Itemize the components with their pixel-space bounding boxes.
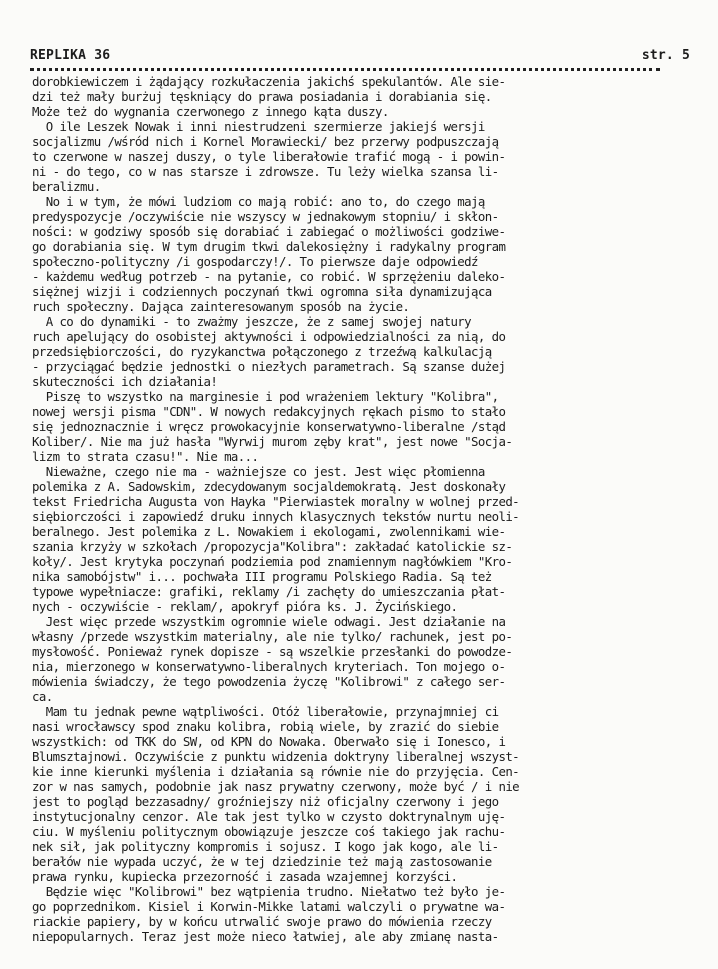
text-line: jest to pogląd bezzasadny/ groźniejszy niż oficjalny czerwony i jego [32, 794, 499, 809]
text-line: Piszę to wszystko na marginesie i pod wrażeniem lektury "Kolibra", [32, 389, 499, 404]
text-line: beralnego. Jest polemika z L. Nowakiem i ekologami, zwolennikami wie- [32, 524, 506, 539]
text-line: socjalizmu /wśród nich i Kornel Morawiecki/ bez przerwy podpuszczają [32, 134, 499, 149]
text-line: Będzie więc "Kolibrowi" bez wątpienia trudno. Niełatwo też było je- [32, 884, 506, 899]
text-line: przedsiębiorczości, do ryzykanctwa połączonego z trzeźwą kalkulacją [32, 344, 492, 359]
text-line: Nieważne, czego nie ma - ważniejsze co jest. Jest więc płomienna [32, 464, 485, 479]
page-header [30, 44, 690, 66]
text-line: koły/. Jest krytyka poczynań podziemia pod znamiennym nagłówkiem "Kro- [32, 554, 513, 569]
text-line: skuteczności ich działania! [32, 374, 218, 389]
text-line: wszystkich: od TKK do SW, od KPN do Nowaka. Oberwało się i Ionesco, i [32, 734, 506, 749]
text-line: siężnej wizji i codziennych poczynań tkwi ogromna siła dynamizująca [32, 284, 492, 299]
text-line: ciu. W myśleniu politycznym obowiązuje jeszcze coś takiego jak rachu- [32, 824, 506, 839]
page-number: str. 5 [641, 48, 690, 63]
text-line: go poprzednikom. Kisiel i Korwin-Mikke latami walczyli o prywatne wa- [32, 899, 506, 914]
text-line: instytucjonalny cenzor. Ale tak jest tylko w czysto doktrynalnym uję- [32, 809, 506, 824]
text-line: Koliber/. Nie ma już hasła "Wyrwij murom zęby krat", jest nowe "Socja- [32, 434, 513, 449]
text-line: własny /przede wszystkim materialny, ale nie tylko/ rachunek, jest po- [32, 629, 513, 644]
text-line: nek sił, jak polityczny kompromis i sojusz. I kogo jak kogo, ale li- [32, 839, 499, 854]
text-line: szania krzyży w szkołach /propozycja"Kolibra": zakładać katolickie sz- [32, 539, 513, 554]
text-line: go dorabiania się. W tym drugim tkwi dalekosiężny i radykalny program [32, 239, 506, 254]
text-line: berałów nie wypada uczyć, że w tej dziedzinie też mają zastosowanie [32, 854, 492, 869]
article-body [32, 74, 672, 944]
text-line: mysłowość. Ponieważ rynek dopisze - są wszelkie przesłanki do powodze- [32, 644, 513, 659]
text-line: prawa rynku, kupiecka przezorność i zasada wzajemnej korzyści. [32, 869, 458, 884]
text-line: Mam tu jednak pewne wątpliwości. Otóż liberałowie, przynajmniej ci [32, 704, 499, 719]
text-line: zor w nas samych, podobnie jak nasz prywatny czerwony, może być / i nie [32, 779, 520, 794]
text-line: nasi wrocławscy spod znaku kolibra, robią wiele, by zrazić do siebie [32, 719, 499, 734]
text-line: ni - do tego, co w nas starsze i zdrowsze. Tu leży wielka szansa li- [32, 164, 499, 179]
text-line: tekst Friedricha Augusta von Hayka "Pierwiastek moralny w wolnej przed- [32, 494, 520, 509]
text-line: O ile Leszek Nowak i inni niestrudzeni szermierze jakiejś wersji [32, 119, 485, 134]
header-dotted-rule [30, 68, 660, 71]
text-line: lizm to strata czasu!". Nie ma... [32, 449, 259, 464]
text-line: nia, mierzonego w konserwatywno-liberalnych kryteriach. Ton mojego o- [32, 659, 506, 674]
text-line: nowej wersji pisma "CDN". W nowych redakcyjnych rękach pismo to stało [32, 404, 506, 419]
text-line: - przyciągać będzie jednostki o niezłych parametrach. Są szanse dużej [32, 359, 506, 374]
text-line: się jednoznacznie i wręcz prowokacyjnie konserwatywno-liberalne /stąd [32, 419, 506, 434]
text-line: mówienia świadczy, że tego powodzenia życzę "Kolibrowi" z całego ser- [32, 674, 506, 689]
text-line: nika samobójstw" i... pochwała III programu Polskiego Radia. Są też [32, 569, 492, 584]
text-line: Jest więc przede wszystkim ogromnie wiele odwagi. Jest działanie na [32, 614, 506, 629]
text-line: ruch społeczny. Dająca zainteresowanym sposób na życie. [32, 299, 410, 314]
text-line: Blumsztajnowi. Oczywiście z punktu widzenia doktryny liberalnej wszyst- [32, 749, 520, 764]
text-line: dzi też mały burżuj tęskniący do prawa posiadania i dorabiania się. [32, 89, 492, 104]
text-line: A co do dynamiki - to zważmy jeszcze, że z samej swojej natury [32, 314, 472, 329]
text-line: społeczno-polityczny /i gospodarczy!/. To pierwsze daje odpowiedź [32, 254, 478, 269]
text-line: beralizmu. [32, 179, 101, 194]
text-line: polemika z A. Sadowskim, zdecydowanym socjaldemokratą. Jest doskonały [32, 479, 506, 494]
text-line: siębiorczości i zapowiedź druku innych klasycznych tekstów nurtu neoli- [32, 509, 520, 524]
text-line: dorobkiewiczem i żądający rozkułaczenia jakichś spekulantów. Ale sie- [32, 74, 506, 89]
text-line: ności: w godziwy sposób się dorabiać i zabiegać o możliwości godziwe- [32, 224, 506, 239]
text-line: predyspozycje /oczywiście nie wszyscy w jednakowym stopniu/ i skłon- [32, 209, 499, 224]
text-line: nych - oczywiście - reklam/, apokryf pióra ks. J. Życińskiego. [32, 599, 458, 614]
text-line: ca. [32, 689, 53, 704]
text-line: Może też do wygnania czerwonego z innego kąta duszy. [32, 104, 389, 119]
text-line: kie inne kierunki myślenia i działania są równie nie do przyjęcia. Cen- [32, 764, 520, 779]
text-line: typowe wypełniacze: grafiki, reklamy /i zachęty do umieszczania płat- [32, 584, 506, 599]
text-line: to czerwone w naszej duszy, o tyle liberałowie trafić mogą - i powin- [32, 149, 506, 164]
text-line: No i w tym, że mówi ludziom co mają robić: ano to, do czego mają [32, 194, 485, 209]
text-line: - każdemu według potrzeb - na pytanie, co robić. W sprzężeniu daleko- [32, 269, 506, 284]
text-line: riackie papiery, by w końcu utrwalić swoje prawo do mówienia rzeczy [32, 914, 492, 929]
publication-title: REPLIKA 36 [30, 48, 111, 63]
text-line: niepopularnych. Teraz jest może nieco łatwiej, ale aby zmianę nasta- [32, 929, 499, 944]
text-line: ruch apelujący do osobistej aktywności i odpowiedzialności za nią, do [32, 329, 506, 344]
